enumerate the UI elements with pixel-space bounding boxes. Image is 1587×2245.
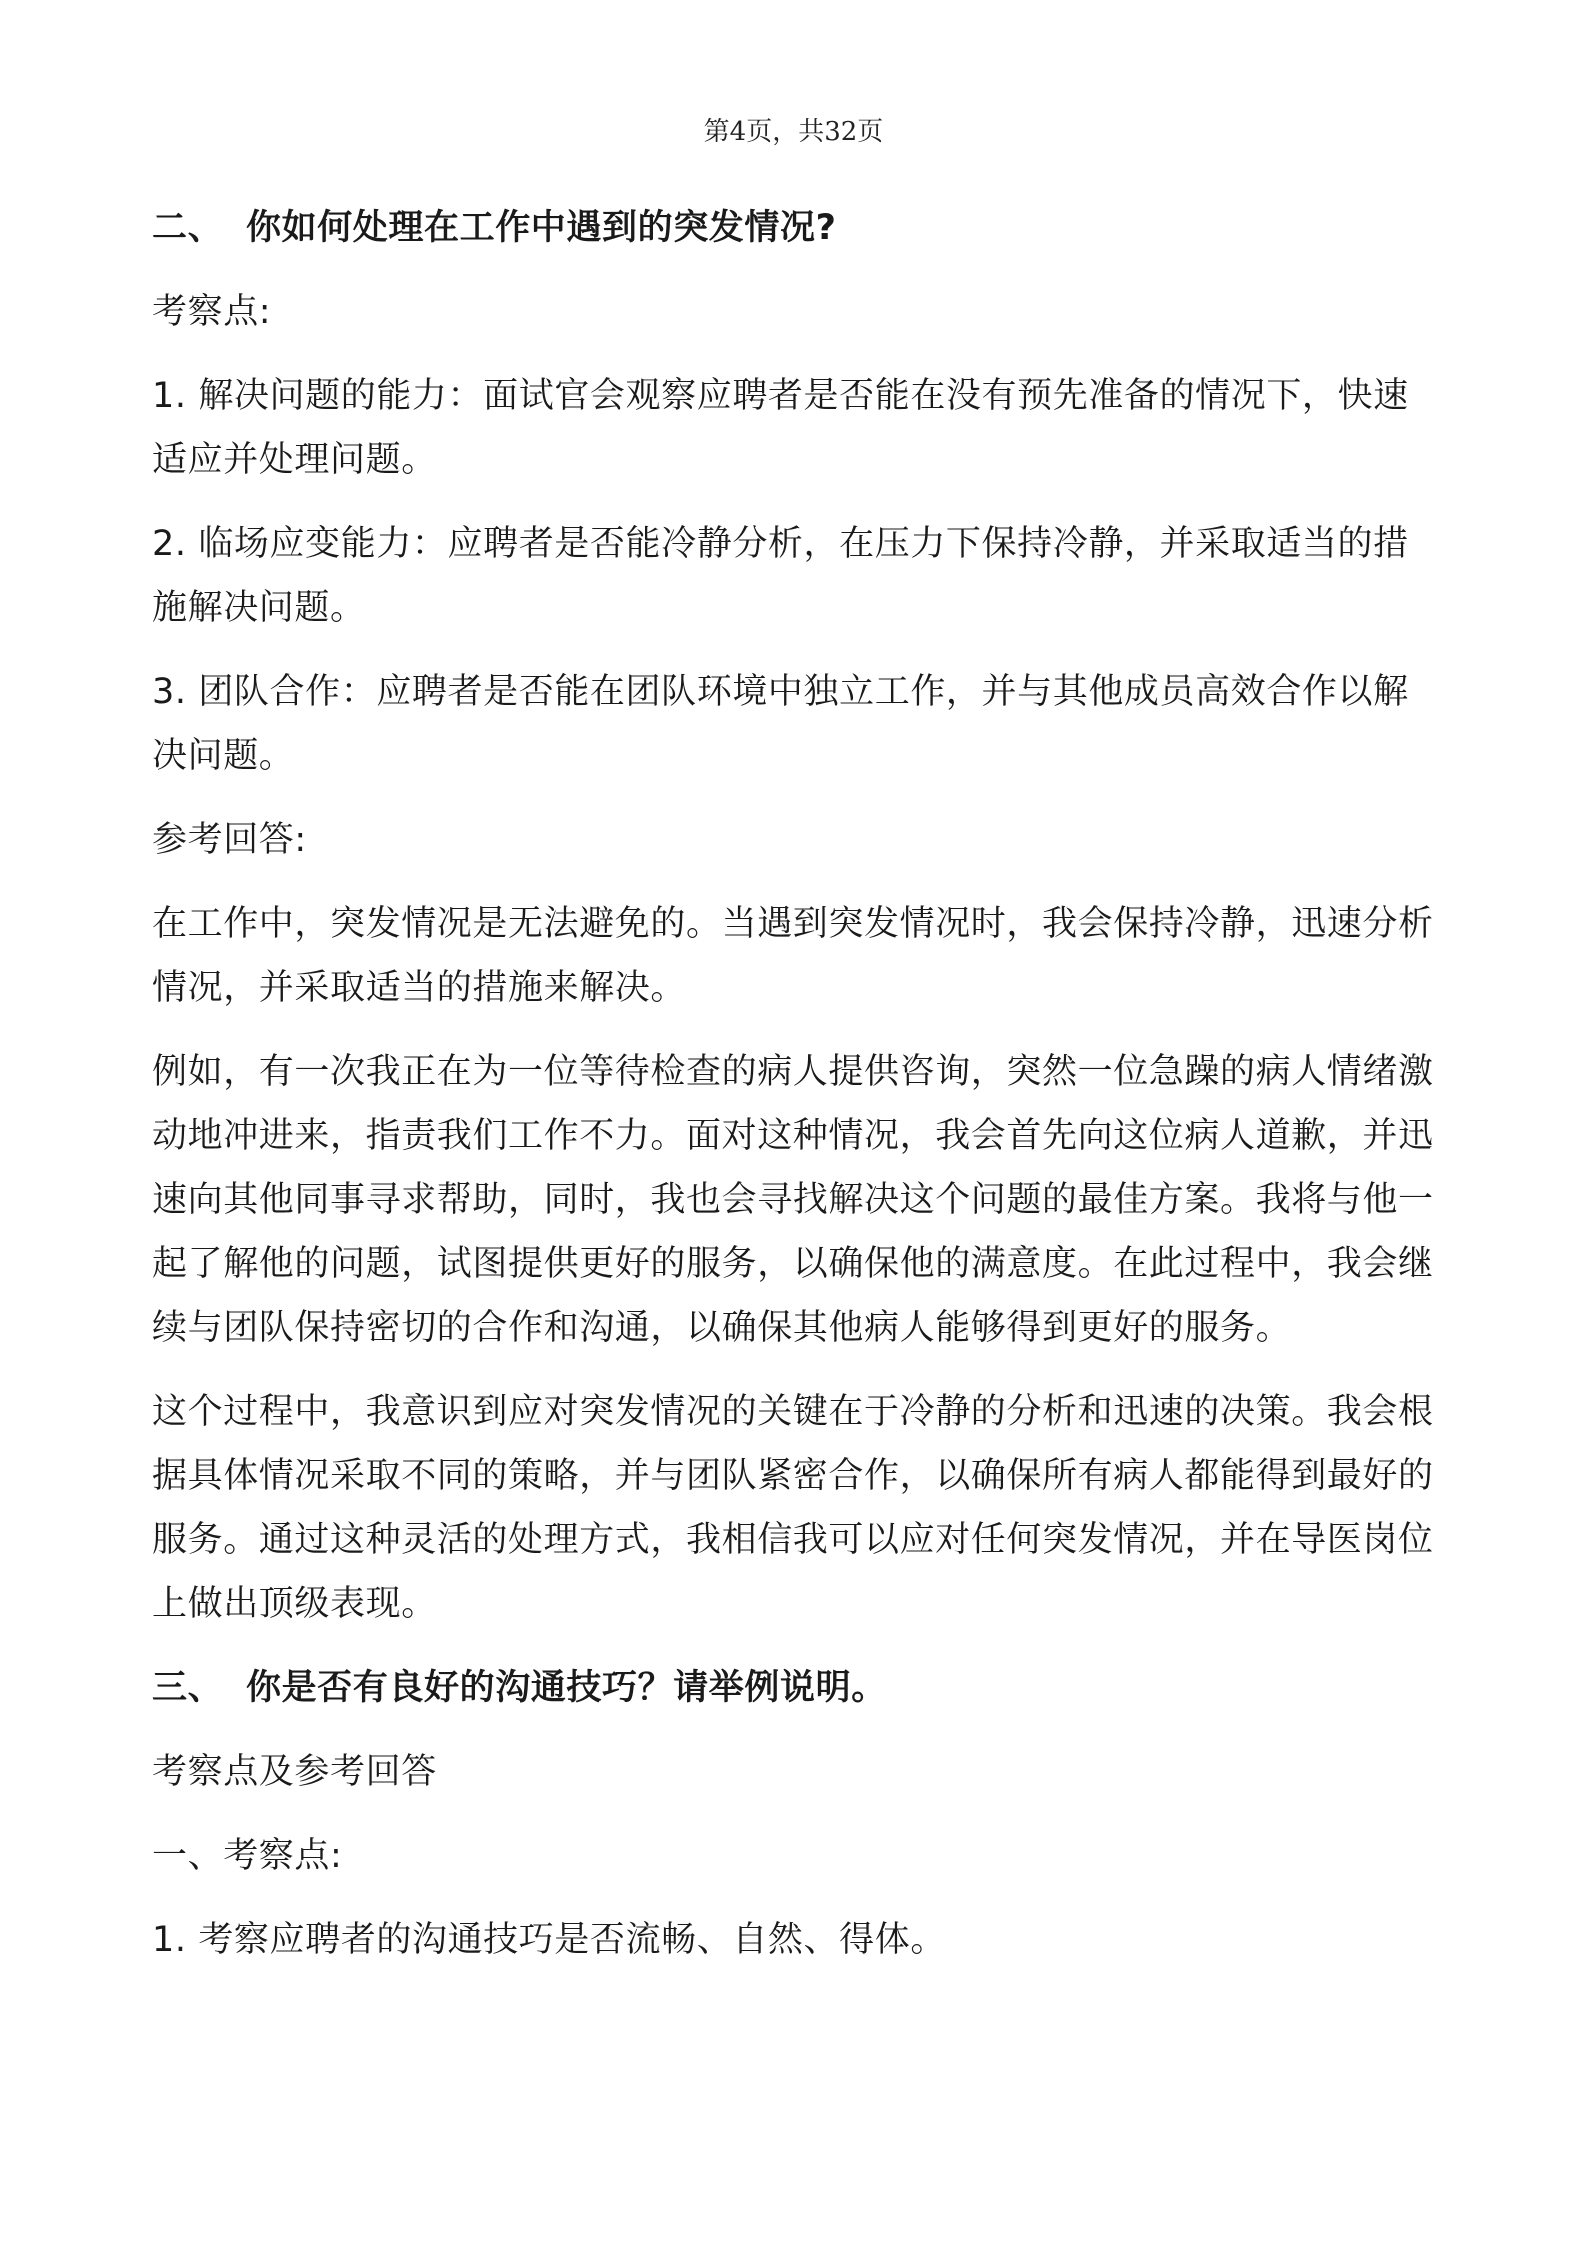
section-2-heading: [152, 196, 1442, 260]
section-2-answer-label: 参考回答:: [152, 820, 307, 860]
section-2-point-1: 1. 解决问题的能力：面试官会观察应聘者是否能在没有预先准备的情况下，快速适应并处理问题。: [152, 376, 1409, 480]
section-3-point-1: 1. 考察应聘者的沟通技巧是否流畅、自然、得体。: [152, 1920, 946, 1960]
section-2-point-3: 3. 团队合作：应聘者是否能在团队环境中独立工作，并与其他成员高效合作以解决问题。: [152, 672, 1409, 776]
section-2-points-label: 考察点:: [152, 292, 272, 332]
section-2-title: 你如何处理在工作中遇到的突发情况?: [246, 208, 837, 248]
section-3-title: 你是否有良好的沟通技巧？请举例说明。: [246, 1668, 887, 1708]
section-2-answer-paragraph-3: 这个过程中，我意识到应对突发情况的关键在于冷静的分析和迅速的决策。我会根据具体情况采取不同的策略，并与团队紧密合作，以确保所有病人都能得到最好的服务。通过这种灵活的处理方式，我相信我可以应对任何突发情况，并在导医岗位上做出顶级表现。: [152, 1392, 1434, 1624]
section-2-answer-paragraph-2: 例如，有一次我正在为一位等待检查的病人提供咨询，突然一位急躁的病人情绪激动地冲进来，指责我们工作不力。面对这种情况，我会首先向这位病人道歉，并迅速向其他同事寻求帮助，同时，我也会寻找解决这个问题的最佳方案。我将与他一起了解他的问题，试图提供更好的服务，以确保他的满意度。在此过程中，我会继续与团队保持密切的合作和沟通，以确保其他病人能够得到更好的服务。: [152, 1052, 1434, 1348]
section-3-heading: [152, 1656, 1442, 1720]
page-content: [152, 196, 1442, 1992]
section-2-number: 二、: [152, 208, 224, 248]
page-header: 第4页，共32页: [703, 117, 884, 147]
section-3-number: 三、: [152, 1668, 224, 1708]
section-2-answer-paragraph-1: 在工作中，突发情况是无法避免的。当遇到突发情况时，我会保持冷静，迅速分析情况，并采取适当的措施来解决。: [152, 904, 1434, 1008]
section-2-point-2: 2. 临场应变能力：应聘者是否能冷静分析，在压力下保持冷静，并采取适当的措施解决问题。: [152, 524, 1409, 628]
section-3-points-label: 一、考察点:: [152, 1836, 343, 1876]
section-3-subtitle: 考察点及参考回答: [152, 1752, 437, 1792]
